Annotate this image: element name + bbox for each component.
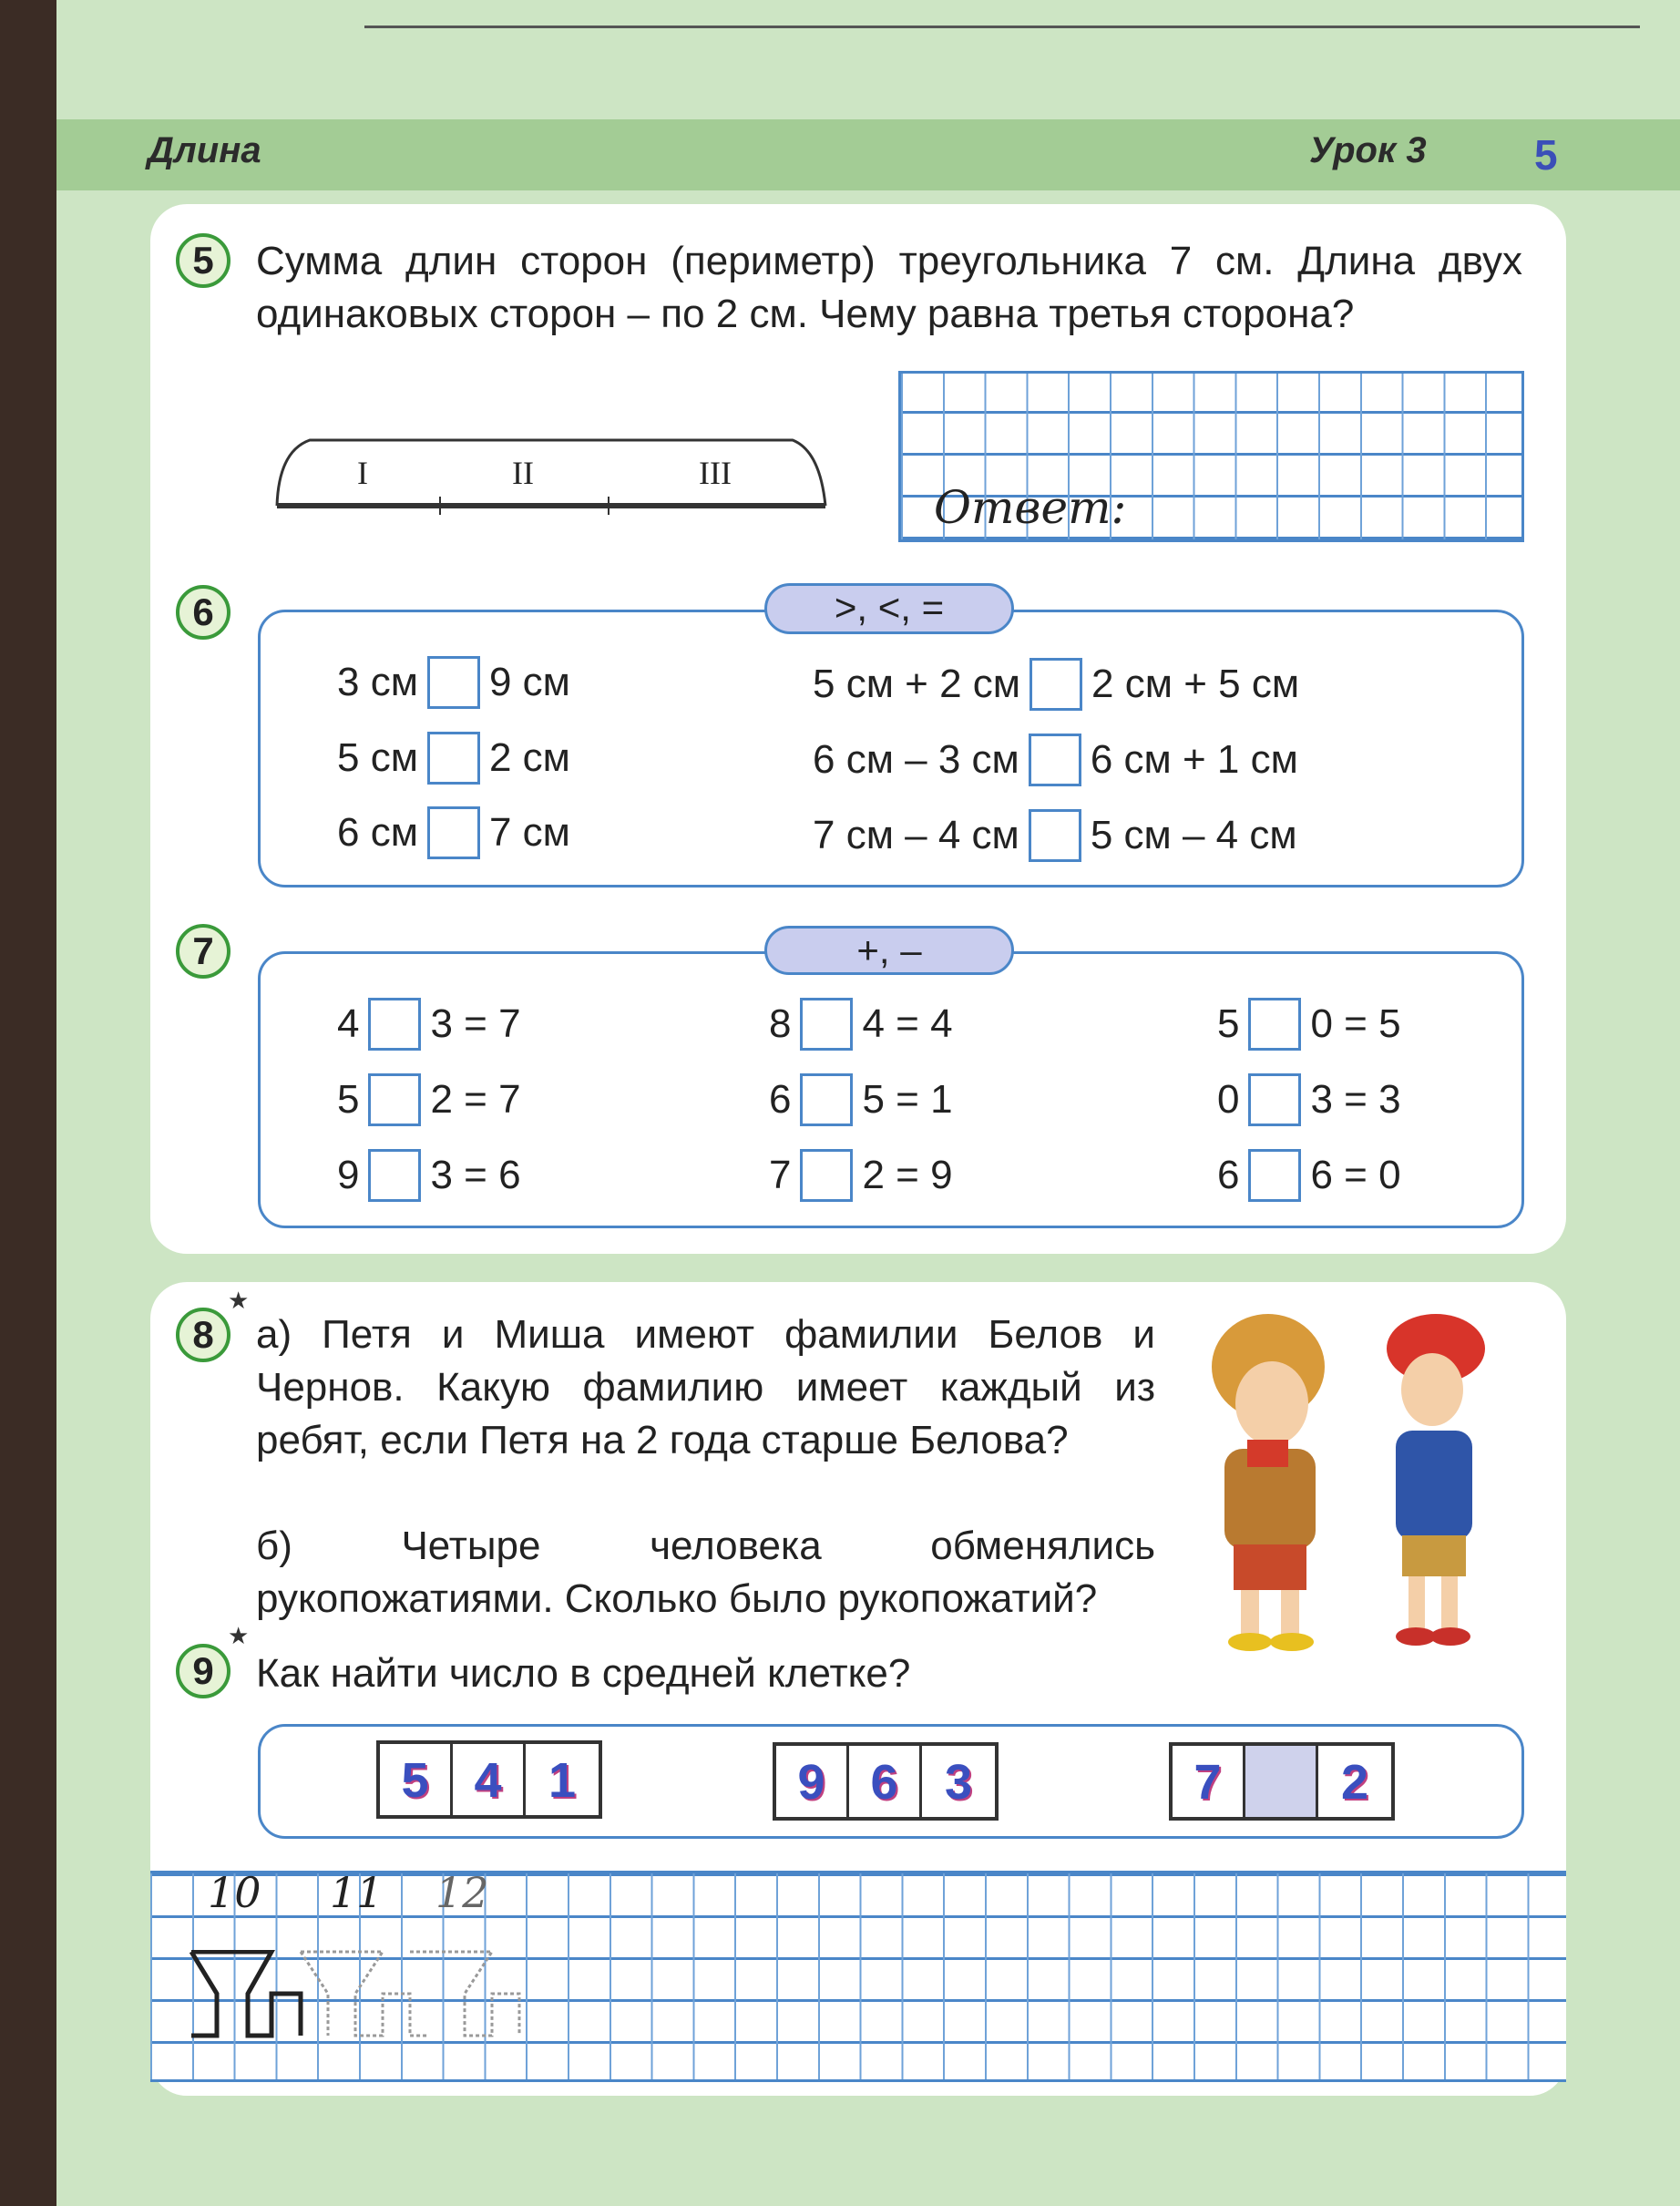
cell: 5 [380,1744,453,1815]
left-operand: 6 см [337,810,418,855]
star-icon: ★ [228,1287,250,1314]
sample-number: 12 [435,1868,489,1917]
task-number-5: 5 [176,233,230,288]
first-operand: 5 [1217,1001,1240,1046]
first-operand: 5 [337,1077,360,1122]
equation-row [769,1149,953,1202]
cell: 4 [453,1744,526,1815]
star-icon: ★ [228,1622,250,1649]
answer-box[interactable] [427,732,480,785]
sample-number: 10 [208,1868,261,1917]
segment-label-1: I [357,455,368,491]
left-operand: 5 см [337,735,418,780]
equation-row [1217,998,1401,1051]
compare-row [337,656,570,709]
sign-box[interactable] [1248,1073,1301,1126]
left-expression: 6 см – 3 см [813,737,1019,782]
first-operand: 0 [1217,1077,1240,1122]
first-operand: 6 [1217,1153,1240,1197]
equation-rest: 3 = 7 [430,1001,521,1046]
answer-box[interactable] [1030,658,1082,711]
sign-box[interactable] [800,1149,853,1202]
answer-box[interactable] [1029,809,1081,862]
equation-rest: 4 = 4 [862,1001,953,1046]
answer-box[interactable] [427,656,480,709]
sign-box[interactable] [368,998,421,1051]
task-number-7: 7 [176,924,230,979]
equation-rest: 3 = 3 [1310,1077,1401,1122]
left-expression: 5 см + 2 см [813,662,1021,706]
lesson-label: Урок 3 [1309,130,1427,170]
equation-row [337,1073,521,1126]
cell: 6 [849,1746,922,1817]
answer-box[interactable] [1029,734,1081,786]
right-operand: 9 см [488,660,570,704]
page-header [56,119,1680,190]
equation-rest: 2 = 9 [862,1153,953,1197]
equation-rest: 6 = 0 [1310,1153,1401,1197]
first-operand: 8 [769,1001,792,1046]
equation-row [1217,1073,1401,1126]
sign-box[interactable] [1248,998,1301,1051]
sign-box[interactable] [800,998,853,1051]
equation-row [337,1149,521,1202]
right-expression: 6 см + 1 см [1090,737,1298,782]
divider [364,26,1640,28]
boys-illustration [1197,1303,1498,1658]
segment-label-3: III [699,455,732,491]
task8-part-b: б) Четыре человека обменялись рукопожатиями. Сколько было рукопожатий? [256,1524,1155,1621]
compare-row [813,734,1298,786]
missing-cell[interactable] [1245,1746,1318,1817]
number-group-1 [376,1740,602,1819]
compare-row [337,806,570,859]
equation-row [769,998,953,1051]
right-operand: 2 см [488,735,570,780]
right-operand: 7 см [488,810,570,855]
task-number-8: 8 [176,1308,230,1362]
answer-label: Ответ: [934,481,1127,534]
page-number: 5 [1534,131,1558,179]
cell: 3 [944,1755,973,1810]
cell: 9 [776,1746,849,1817]
cell: 2 [1340,1755,1369,1810]
equation-rest: 5 = 1 [862,1077,953,1122]
compare-row [813,658,1299,711]
number-group-3 [1169,1742,1395,1821]
equation-rest: 3 = 6 [430,1153,521,1197]
sign-box[interactable] [368,1149,421,1202]
task9-text: Как найти число в средней клетке? [256,1651,911,1696]
compare-row [337,732,570,785]
sign-box[interactable] [800,1073,853,1126]
left-operand: 3 см [337,660,418,704]
equation-rest: 0 = 5 [1310,1001,1401,1046]
first-operand: 4 [337,1001,360,1046]
task6-signs: >, <, = [764,583,1014,634]
book-spine [0,0,56,2206]
cell: 1 [548,1753,577,1808]
right-expression: 2 см + 5 см [1091,662,1300,706]
answer-box[interactable] [427,806,480,859]
equation-row [337,998,521,1051]
equation-row [769,1073,953,1126]
first-operand: 6 [769,1077,792,1122]
task8-part-a: а) Петя и Миша имеют фамилии Белов и Чернов. Какую фамилию имеет каждый из ребят, если Петя на 2 года старше Белова? [256,1312,1155,1462]
topic-title: Длина [148,130,261,170]
pattern-sample [182,1950,656,2041]
left-expression: 7 см – 4 см [813,813,1019,857]
first-operand: 9 [337,1153,360,1197]
equation-rest: 2 = 7 [430,1077,521,1122]
task5-text: Сумма длин сторон (периметр) треугольника 7 см. Длина двух одинаковых сторон – по 2 см. Чему равна третья сторона? [256,239,1522,336]
sample-number: 11 [330,1868,384,1917]
task-number-6: 6 [176,585,230,640]
task-number-9: 9 [176,1644,230,1698]
sign-box[interactable] [368,1073,421,1126]
number-group-2 [773,1742,999,1821]
right-expression: 5 см – 4 см [1090,813,1297,857]
segment-label-2: II [512,455,534,491]
compare-row [813,809,1297,862]
equation-row [1217,1149,1401,1202]
cell: 7 [1173,1746,1245,1817]
sign-box[interactable] [1248,1149,1301,1202]
first-operand: 7 [769,1153,792,1197]
task7-signs: +, – [764,926,1014,975]
